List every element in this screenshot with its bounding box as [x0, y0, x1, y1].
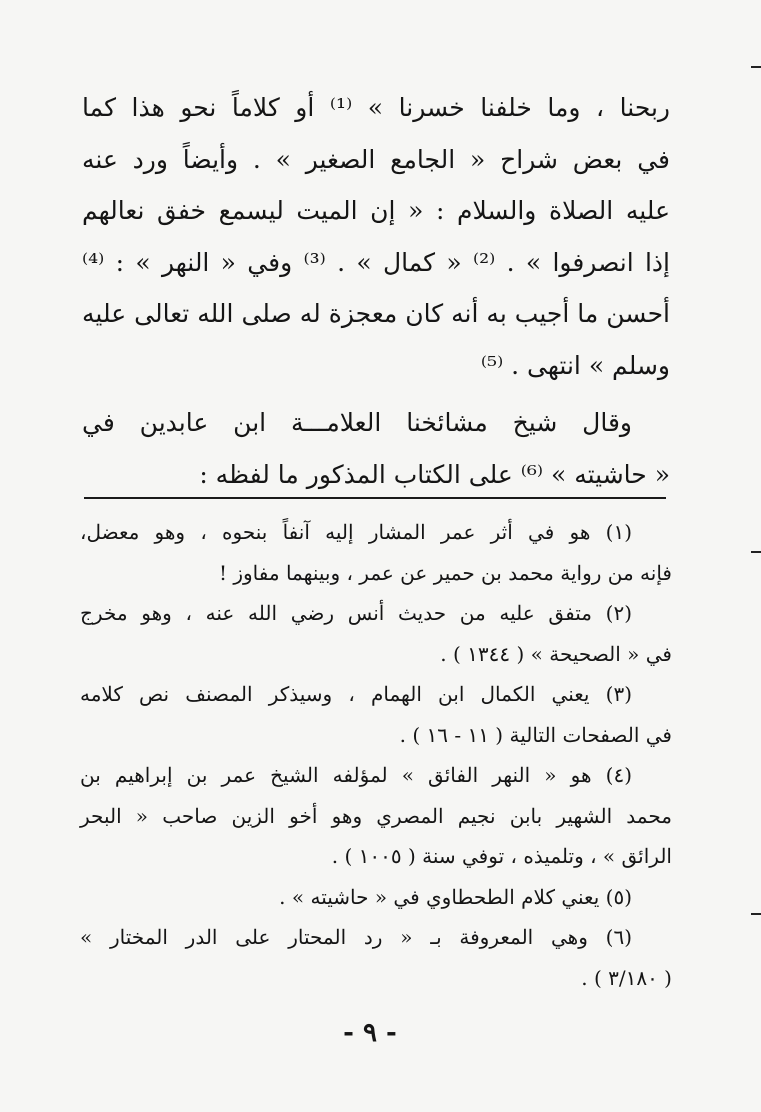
text-line: إذا انصرفوا » . ⁽²⁾ « كمال » . ⁽³⁾ وفي « النهر » : ⁽⁴⁾	[82, 247, 670, 277]
footnote-line: الرائق » ، وتلميذه ، توفي سنة ( ١٠٠٥ ) .	[331, 844, 672, 868]
footnote-line: محمد الشهير بابن نجيم المصري وهو أخو الزين صاحب « البحر	[80, 803, 672, 828]
text-line: وسلم » انتهى . ⁽⁵⁾	[480, 350, 670, 380]
footnotes	[80, 512, 672, 998]
margin-mark	[751, 551, 761, 553]
footnote-separator	[84, 497, 666, 499]
page-number: - ٩ -	[343, 1018, 397, 1048]
text-line: وقال شيخ مشائخنا العلامـــة ابن عابدين في	[82, 408, 632, 437]
footnote-line: (١) هو في أثر عمر المشار إليه آنفاً بنحوه ، وهو معضل،	[80, 520, 633, 544]
footnote-line: (٦) وهي المعروفة بـ « رد المحتار على الدر المختار »	[80, 925, 632, 949]
footnote-line: (٢) متفق عليه من حديث أنس رضي الله عنه ، وهو مخرج	[80, 601, 632, 625]
text-line: ربحنا ، وما خلفنا خسرنا » ⁽¹⁾ أو كلاماً نحو هذا كما	[82, 93, 670, 122]
footnote-line: في الصفحات التالية ( ١١ - ١٦ ) .	[399, 722, 672, 747]
footnote-line: في « الصحيحة » ( ١٣٤٤ ) .	[440, 641, 672, 666]
footnote-line: (٣) يعني الكمال ابن الهمام ، وسيذكر المصنف نص كلامه	[80, 682, 632, 706]
footnote-line: (٤) هو « النهر الفائق » لمؤلفه الشيخ عمر بن إبراهيم بن	[80, 763, 632, 787]
text-line: أحسن ما أجيب به أنه كان معجزة له صلى الله تعالى عليه	[82, 299, 670, 328]
margin-mark	[751, 66, 761, 68]
text-line: في بعض شراح « الجامع الصغير » . وأيضاً ورد عنه	[82, 144, 670, 174]
text-line: عليه الصلاة والسلام : « إن الميت ليسمع خفق نعالهم	[82, 196, 670, 225]
margin-mark	[751, 913, 761, 915]
text-line: « حاشيته » ⁽⁶⁾ على الكتاب المذكور ما لفظه :	[199, 459, 670, 489]
footnote-line: فإنه من رواية محمد بن حمير عن عمر ، وبينهما مفاوز !	[218, 560, 672, 585]
footnote-line: ( ٣/١٨٠ ) .	[581, 965, 672, 990]
main-text	[82, 82, 670, 500]
footnote-line: (٥) يعني كلام الطحطاوي في « حاشيته » .	[279, 884, 632, 909]
